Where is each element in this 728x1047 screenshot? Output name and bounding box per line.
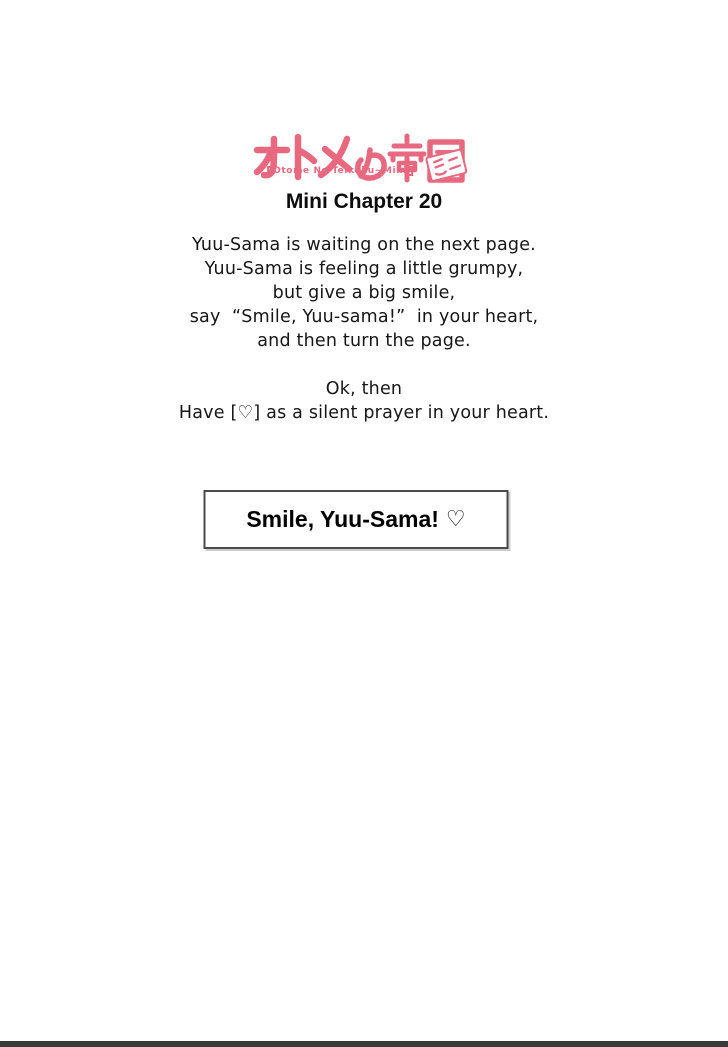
series-subtitle-text: Otome No Teikoku~Mini [273,166,407,176]
prayer-line: Ok, then [325,379,403,399]
heart-icon: ♡ [445,507,466,532]
smile-box-label: Smile, Yuu-Sama! [246,506,439,532]
intro-line: Yuu-Sama is feeling a little grumpy, [204,259,524,279]
left-bracket-icon [267,166,271,176]
series-logo [254,133,466,197]
page-bottom-border [0,1041,728,1047]
prayer-paragraph [0,377,728,425]
intro-line: say “Smile, Yuu-sama!” in your heart, [189,307,539,327]
chapter-title: Mini Chapter 20 [285,190,443,213]
intro-line: and then turn the page. [257,331,471,351]
intro-line: Yuu-Sama is waiting on the next page. [192,235,536,255]
series-subtitle [267,166,413,176]
prayer-line: Have [♡] as a silent prayer in your heart. [178,403,550,423]
smile-box [204,490,509,549]
series-logo-art-icon [254,133,466,197]
intro-paragraph [0,233,728,353]
intro-line: but give a big smile, [272,283,456,303]
right-bracket-icon [409,166,413,176]
